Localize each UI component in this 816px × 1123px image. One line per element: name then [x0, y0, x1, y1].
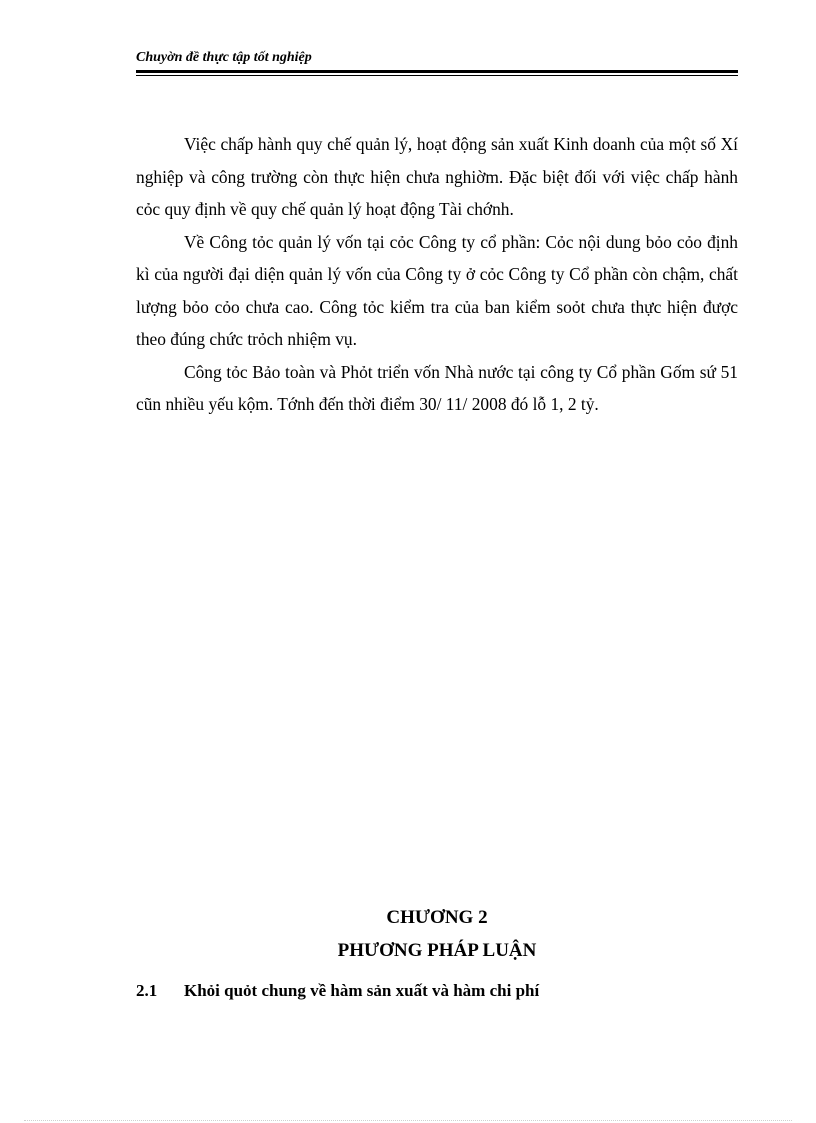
body-text	[136, 128, 738, 421]
section-number: 2.1	[136, 981, 158, 1000]
header-rule-thick	[136, 70, 738, 73]
section-heading	[136, 979, 738, 1003]
page-header	[136, 48, 738, 68]
paragraph-3: Công tỏc Bảo toàn và Phỏt triển vốn Nhà nước tại công ty Cổ phần Gốm sứ 51 cũn nhiều yếu kộm. Tớnh đến thời điểm 30/ 11/ 2008 đó lỗ 1, 2 tỷ.	[136, 361, 738, 414]
chapter-number: CHƯƠNG 2	[386, 907, 488, 928]
page-bottom-edge	[24, 1120, 792, 1121]
header-title: Chuyờn đề thực tập tốt nghiệp	[136, 50, 312, 65]
header-rule-thin	[136, 75, 738, 76]
paragraph-2: Về Công tỏc quản lý vốn tại cỏc Công ty cổ phần: Cỏc nội dung bỏo cỏo định kì của người đại diện quản lý vốn của Công ty ở cỏc Công ty Cổ phần còn chậm, chất lượng bỏo cỏo chưa cao. Công tỏc kiểm tra của ban kiểm soỏt chưa thực hiện được theo đúng chức trỏch nhiệm vụ.	[136, 231, 738, 349]
paragraph-1: Việc chấp hành quy chế quản lý, hoạt động sản xuất Kinh doanh của một số Xí nghiệp và công trường còn thực hiện chưa nghiờm. Đặc biệt đối với việc chấp hành cỏc quy định về quy chế quản lý hoạt động Tài chớnh.	[136, 134, 738, 219]
section-title: Khỏi quỏt chung về hàm sản xuất và hàm chi phí	[184, 981, 540, 1000]
chapter-title: PHƯƠNG PHÁP LUẬN	[337, 940, 537, 961]
